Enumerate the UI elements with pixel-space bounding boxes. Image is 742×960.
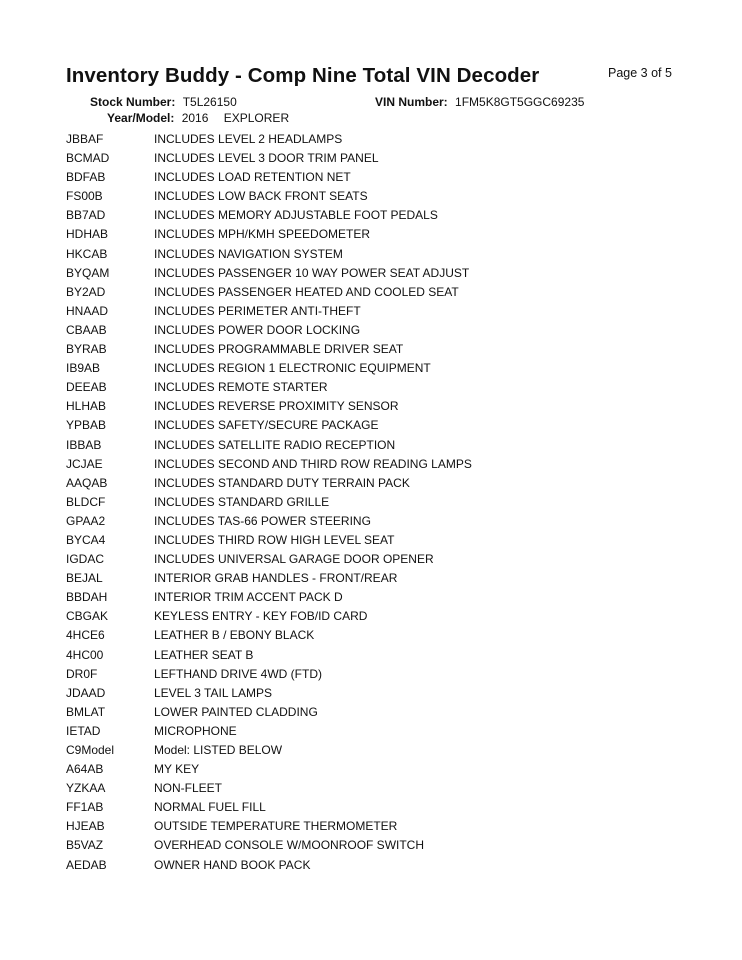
option-description: INCLUDES LOW BACK FRONT SEATS — [154, 189, 368, 204]
option-description: LEATHER B / EBONY BLACK — [154, 628, 315, 643]
option-code: BDFAB — [66, 170, 106, 185]
option-description: INCLUDES LOAD RETENTION NET — [154, 170, 351, 185]
option-code: IBBAB — [66, 437, 102, 452]
option-code: DR0F — [66, 666, 98, 681]
option-description: INCLUDES LEVEL 3 DOOR TRIM PANEL — [154, 151, 379, 166]
option-code: IB9AB — [66, 361, 101, 376]
option-description: Model: LISTED BELOW — [154, 743, 283, 757]
option-code: BMLAT — [66, 704, 106, 719]
option-description: INCLUDES THIRD ROW HIGH LEVEL SEAT — [154, 532, 395, 547]
option-description: INCLUDES STANDARD GRILLE — [154, 494, 330, 509]
option-code: JDAAD — [66, 685, 106, 700]
option-code: BYQAM — [66, 265, 110, 280]
option-description: OVERHEAD CONSOLE W/MOONROOF SWITCH — [154, 838, 425, 853]
option-code: HJEAB — [66, 819, 105, 834]
option-description: INCLUDES PASSENGER HEATED AND COOLED SEAT — [154, 284, 459, 299]
option-description: LEVEL 3 TAIL LAMPS — [154, 685, 273, 700]
stock-number-label: Stock Number: — [90, 95, 176, 109]
option-description: NORMAL FUEL FILL — [154, 800, 266, 815]
option-code: FF1AB — [66, 800, 104, 815]
option-code: BLDCF — [66, 494, 106, 509]
option-code: JCJAE — [66, 456, 103, 471]
option-description: OUTSIDE TEMPERATURE THERMOMETER — [154, 819, 398, 834]
vin-number-label: VIN Number: — [375, 95, 448, 109]
model-value: EXPLORER — [223, 111, 290, 125]
option-code: IGDAC — [66, 552, 105, 567]
option-description: INCLUDES PASSENGER 10 WAY POWER SEAT ADJUST — [154, 265, 470, 280]
option-description: INCLUDES LEVEL 2 HEADLAMPS — [154, 132, 343, 146]
option-description: INCLUDES MEMORY ADJUSTABLE FOOT PEDALS — [154, 208, 438, 223]
vin-number-value: 1FM5K8GT5GGC69235 — [455, 95, 585, 109]
option-code: BYRAB — [66, 342, 107, 357]
option-description: OWNER HAND BOOK PACK — [154, 857, 311, 872]
option-code: YZKAA — [66, 781, 106, 796]
option-description: INTERIOR TRIM ACCENT PACK D — [154, 590, 343, 605]
option-description: INCLUDES PERIMETER ANTI-THEFT — [154, 303, 361, 318]
option-code: BEJAL — [66, 571, 103, 586]
year-value: 2016 — [181, 111, 209, 125]
year-model-line — [107, 111, 289, 125]
page-number: Page 3 of 5 — [608, 66, 672, 80]
option-description: INCLUDES SATELLITE RADIO RECEPTION — [154, 437, 396, 452]
option-description: LOWER PAINTED CLADDING — [154, 704, 318, 719]
vin-number-line — [375, 95, 584, 109]
stock-number-line — [90, 95, 237, 109]
option-code: DEEAB — [66, 380, 107, 395]
option-description: MY KEY — [154, 762, 200, 777]
document-title: Inventory Buddy - Comp Nine Total VIN Decoder — [66, 64, 540, 87]
option-code: HNAAD — [66, 303, 109, 318]
option-description: INCLUDES SECOND AND THIRD ROW READING LAMPS — [154, 456, 472, 471]
option-description: INCLUDES STANDARD DUTY TERRAIN PACK — [154, 475, 410, 490]
option-code: FS00B — [66, 189, 103, 204]
option-code: BBDAH — [66, 590, 108, 605]
option-description: LEATHER SEAT B — [154, 647, 254, 662]
option-code: CBGAK — [66, 609, 109, 624]
stock-number-value: T5L26150 — [182, 95, 237, 109]
option-code: 4HCE6 — [66, 628, 105, 643]
option-description: INCLUDES UNIVERSAL GARAGE DOOR OPENER — [154, 552, 434, 567]
option-code: HKCAB — [66, 246, 108, 261]
option-description: INCLUDES SAFETY/SECURE PACKAGE — [154, 418, 379, 433]
option-description: NON-FLEET — [154, 781, 223, 796]
option-code: BYCA4 — [66, 532, 106, 547]
option-code: JBBAF — [66, 132, 104, 146]
option-code: YPBAB — [66, 418, 107, 433]
option-code: HLHAB — [66, 399, 107, 414]
option-description: INCLUDES MPH/KMH SPEEDOMETER — [154, 227, 371, 242]
option-code: HDHAB — [66, 227, 109, 242]
option-description: INCLUDES REVERSE PROXIMITY SENSOR — [154, 399, 399, 414]
option-code: IETAD — [66, 723, 101, 738]
option-description: KEYLESS ENTRY - KEY FOB/ID CARD — [154, 609, 368, 624]
option-description: MICROPHONE — [154, 723, 237, 738]
option-code: CBAAB — [66, 322, 107, 337]
option-description: LEFTHAND DRIVE 4WD (FTD) — [154, 666, 322, 681]
option-description: INCLUDES NAVIGATION SYSTEM — [154, 246, 343, 261]
option-code: AEDAB — [66, 857, 107, 872]
option-description: INCLUDES REMOTE STARTER — [154, 380, 328, 395]
option-code: AAQAB — [66, 475, 108, 490]
option-code: GPAA2 — [66, 513, 106, 528]
year-model-label: Year/Model: — [107, 111, 175, 125]
option-code: C9Model — [66, 743, 115, 757]
option-description: INTERIOR GRAB HANDLES - FRONT/REAR — [154, 571, 398, 586]
option-code: A64AB — [66, 762, 104, 777]
option-code: 4HC00 — [66, 647, 104, 662]
option-code: BCMAD — [66, 151, 110, 166]
option-description: INCLUDES TAS-66 POWER STEERING — [154, 513, 371, 528]
option-description: INCLUDES REGION 1 ELECTRONIC EQUIPMENT — [154, 361, 431, 376]
option-description: INCLUDES POWER DOOR LOCKING — [154, 322, 361, 337]
option-description: INCLUDES PROGRAMMABLE DRIVER SEAT — [154, 342, 404, 357]
option-code: BB7AD — [66, 208, 106, 223]
option-code: B5VAZ — [66, 838, 104, 853]
option-code: BY2AD — [66, 284, 106, 299]
